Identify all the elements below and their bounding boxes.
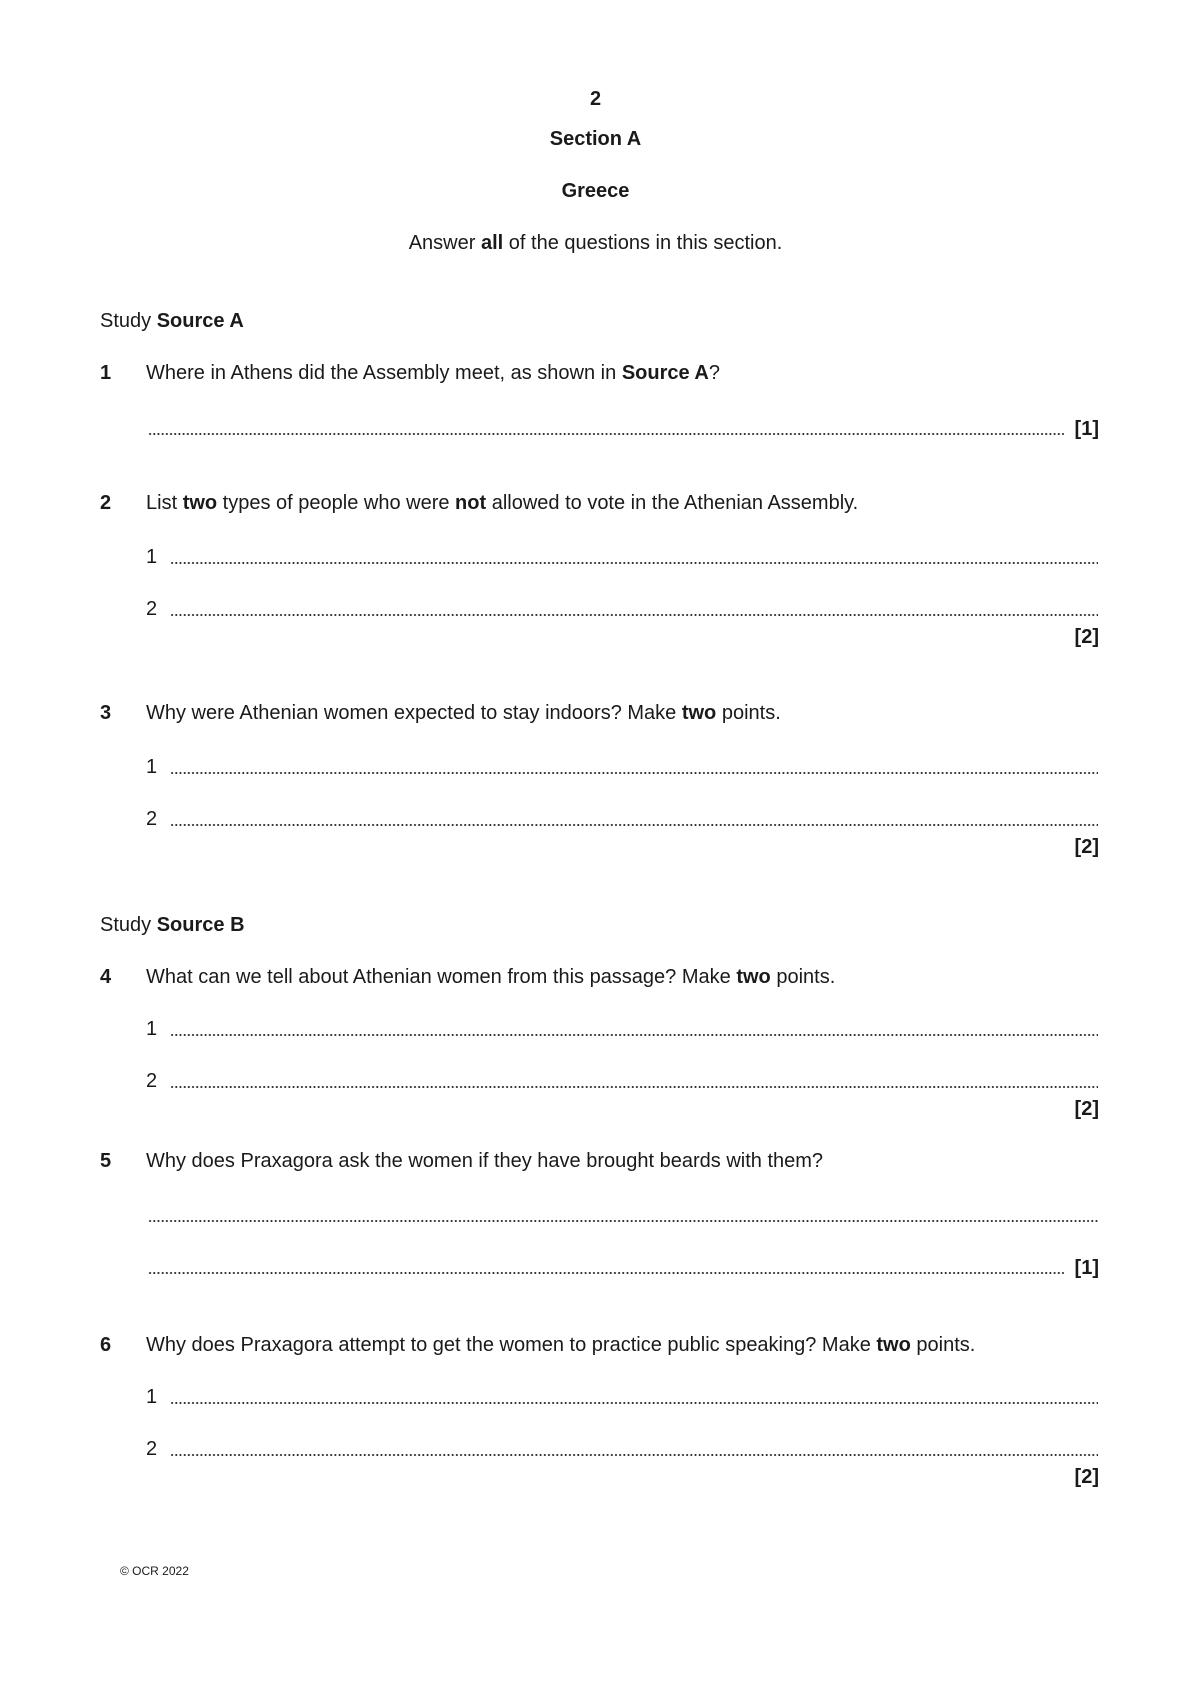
question-text: Why were Athenian women expected to stay indoors? Make two points. <box>146 702 781 724</box>
answer-line[interactable] <box>170 770 1098 776</box>
question-number: 6 <box>100 1334 112 1356</box>
answer-number: 2 <box>146 598 158 620</box>
answer-line[interactable] <box>170 1452 1098 1458</box>
question-number: 5 <box>100 1150 112 1172</box>
answer-number: 1 <box>146 546 158 568</box>
answer-line[interactable] <box>170 1084 1098 1090</box>
mark-allocation: [2] <box>1074 1466 1099 1488</box>
mark-allocation: [2] <box>1074 1098 1099 1120</box>
section-title: Section A <box>549 128 642 150</box>
question-number: 2 <box>100 492 112 514</box>
question-number: 1 <box>100 362 112 384</box>
mark-allocation: [1] <box>1074 1257 1099 1279</box>
question-text: List two types of people who were not allowed to vote in the Athenian Assembly. <box>146 492 859 514</box>
study-source-b: Study Source B <box>100 914 245 936</box>
answer-number: 2 <box>146 1438 158 1460</box>
question-text: Where in Athens did the Assembly meet, as shown in Source A? <box>146 362 720 384</box>
question-text: What can we tell about Athenian women from this passage? Make two points. <box>146 966 836 988</box>
mark-allocation: [2] <box>1074 626 1099 648</box>
section-instruction: Answer all of the questions in this section. <box>408 232 783 254</box>
answer-line[interactable] <box>170 1032 1098 1038</box>
answer-line[interactable] <box>170 560 1098 566</box>
answer-number: 1 <box>146 1386 158 1408</box>
answer-number: 2 <box>146 1070 158 1092</box>
answer-line[interactable] <box>170 612 1098 618</box>
answer-line[interactable] <box>148 1218 1098 1224</box>
question-number: 3 <box>100 702 112 724</box>
answer-number: 1 <box>146 1018 158 1040</box>
section-subtitle: Greece <box>561 180 630 202</box>
mark-allocation: [2] <box>1074 836 1099 858</box>
copyright-footer: © OCR 2022 <box>120 1564 189 1578</box>
study-source-a: Study Source A <box>100 310 244 332</box>
answer-line[interactable] <box>148 431 1064 437</box>
question-text: Why does Praxagora ask the women if they have brought beards with them? <box>146 1150 824 1172</box>
answer-line[interactable] <box>170 1400 1098 1406</box>
question-text: Why does Praxagora attempt to get the women to practice public speaking? Make two points. <box>146 1334 976 1356</box>
mark-allocation: [1] <box>1074 418 1099 440</box>
page-number: 2 <box>589 88 602 110</box>
answer-line[interactable] <box>170 822 1098 828</box>
question-number: 4 <box>100 966 112 988</box>
answer-line[interactable] <box>148 1270 1064 1276</box>
answer-number: 1 <box>146 756 158 778</box>
answer-number: 2 <box>146 808 158 830</box>
